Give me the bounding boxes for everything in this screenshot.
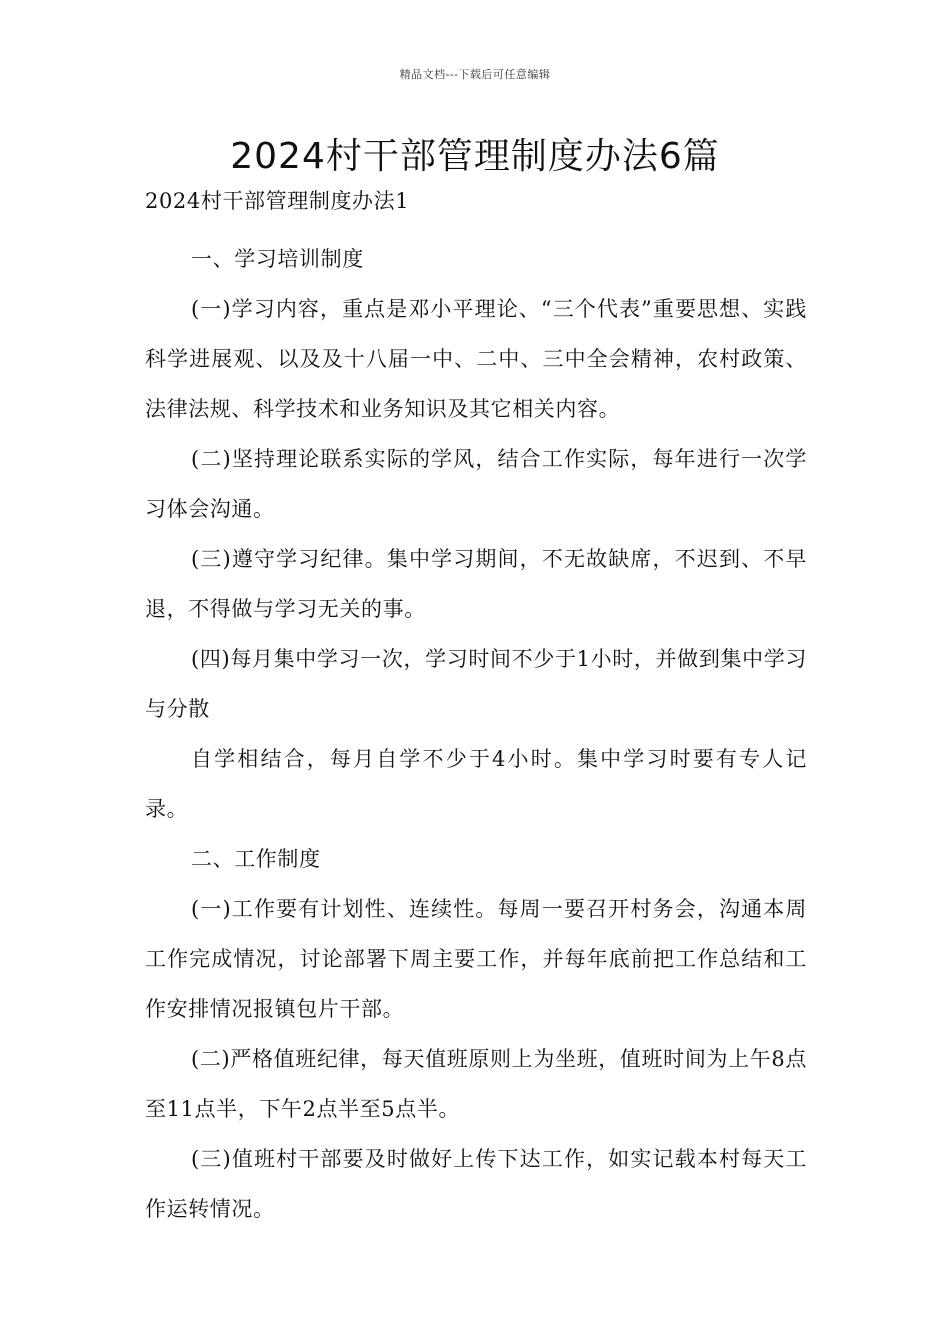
paragraph: (三)遵守学习纪律。集中学习期间，不无故缺席，不迟到、不早退，不得做与学习无关的事。 bbox=[145, 547, 807, 621]
paragraph: (四)每月集中学习一次，学习时间不少于1小时，并做到集中学习与分散 bbox=[145, 647, 807, 721]
paragraph: (二)严格值班纪律，每天值班原则上为坐班，值班时间为上午8点至11点半，下午2点半至5点半。 bbox=[145, 1047, 807, 1121]
paragraph: (三)值班村干部要及时做好上传下达工作，如实记载本村每天工作运转情况。 bbox=[145, 1147, 807, 1221]
document-title: 2024村干部管理制度办法6篇 bbox=[230, 136, 720, 177]
section-heading-study: 一、学习培训制度 bbox=[191, 247, 364, 271]
section-heading-work: 二、工作制度 bbox=[191, 847, 321, 871]
header-note: 精品文档---下载后可任意编辑 bbox=[399, 68, 551, 81]
paragraph: (一)工作要有计划性、连续性。每周一要召开村务会，沟通本周工作完成情况，讨论部署下周主要工作，并每年底前把工作总结和工作安排情况报镇包片干部。 bbox=[145, 897, 807, 1021]
paragraph: (二)坚持理论联系实际的学风，结合工作实际，每年进行一次学习体会沟通。 bbox=[145, 447, 807, 521]
section-subtitle: 2024村干部管理制度办法1 bbox=[145, 189, 410, 213]
paragraph: (一)学习内容，重点是邓小平理论、“三个代表”重要思想、实践科学进展观、以及及十八届一中、二中、三中全会精神，农村政策、法律法规、科学技术和业务知识及其它相关内容。 bbox=[145, 297, 807, 421]
paragraph: 自学相结合，每月自学不少于4小时。集中学习时要有专人记录。 bbox=[145, 747, 807, 821]
document-body bbox=[145, 184, 807, 1234]
